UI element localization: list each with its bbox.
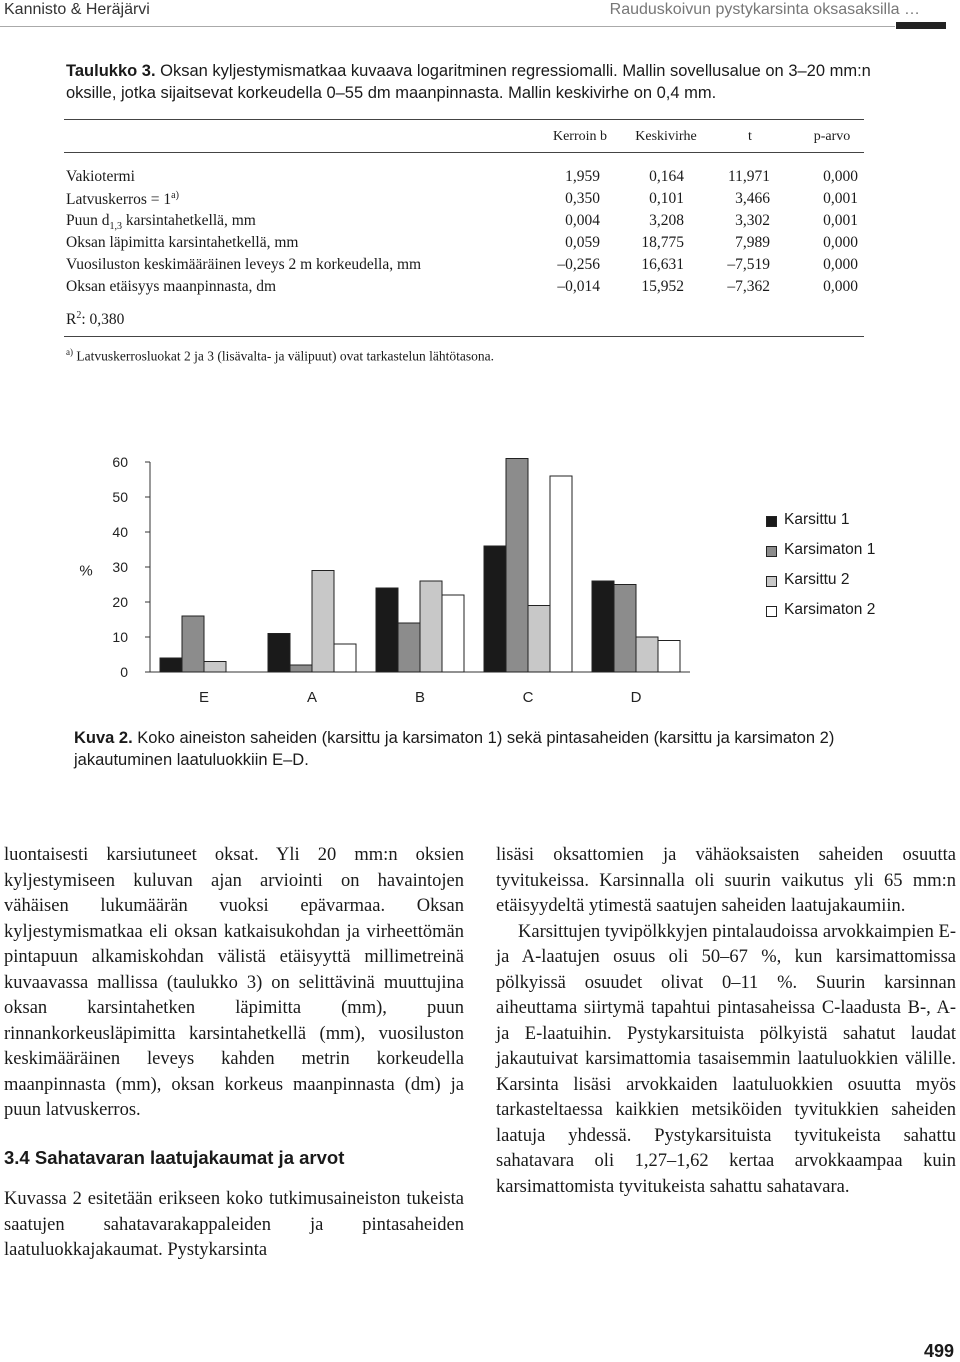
table-row: Vuosiluston keskimääräinen leveys 2 m korkeudella, mm –0,256 16,631 –7,519 0,000 — [66, 256, 858, 273]
bar-B-1 — [398, 623, 420, 672]
y-tick-label: 10 — [112, 629, 128, 645]
legend-swatch — [766, 606, 777, 617]
bar-D-3 — [658, 641, 680, 673]
table-row: Oksan läpimitta karsintahetkellä, mm 0,059 18,775 7,989 0,000 — [66, 234, 858, 251]
table-caption — [66, 60, 896, 104]
figure-caption-text: Koko aineiston saheiden (karsittu ja karsimaton 1) sekä pintasaheiden (karsittu ja karsimaton 2) jakautuminen laatuluokkiin E–D. — [74, 729, 835, 769]
body-paragraph: lisäsi oksattomien ja vähäoksaisten saheiden osuutta tyvitukeissa. Karsinnalla oli suurin vaikutus yli 65 mm:n etäisyydeltä ytimestä saatujen saheiden laatujakaumiin. — [496, 845, 956, 916]
y-axis-label: % — [79, 562, 93, 580]
bar-D-2 — [636, 637, 658, 672]
header-rule — [0, 26, 895, 27]
bar-E-2 — [204, 662, 226, 673]
x-tick-label: D — [630, 689, 642, 706]
table-header-rule — [64, 152, 864, 153]
table-header-coef: Kerroin b — [552, 129, 608, 144]
bar-E-0 — [160, 658, 182, 672]
bar-D-1 — [614, 585, 636, 673]
table-footnote: $^{a)}$ Latvuskerrosluokat 2 ja 3 (lisävalta- ja välipuut) ovat tarkastelun lähtötasona. — [66, 347, 494, 364]
y-tick-label: 30 — [112, 559, 128, 575]
bar-B-2 — [420, 581, 442, 672]
header-bar — [896, 22, 946, 29]
table-row: Oksan etäisyys maanpinnasta, dm –0,014 15,952 –7,362 0,000 — [66, 278, 858, 295]
header-title: Rauduskoivun pystykarsinta oksasaksilla … — [609, 1, 920, 18]
body-paragraph: Karsittujen tyvipölkkyjen pintalaudoissa arvokkaimpien E- ja A-laatujen osuus oli 50–67 %, kun karsimattomissa pölkyissä osuudet olivat 0–11 %. Suurin karsinnan aiheuttama siirtymä tapahtui pintasaheissa C-laadusta B-, A- ja E-laatuihin. Pystykarsituista pölkyistä sahatut laudat jakautuivat karsimattomia tasaisemmin laatuluokkien välille. Karsinta lisäsi arvokkaiden laatuluokkien osuutta myös tarkasteltaessa kaikkien metsiköiden tyvitukkien saheiden laatuja yhdessä. Pystykarsituista tyvitukeista sahattu sahatavara oli 1,27–1,62 kertaa arvokkaampaa kuin karsimattomista tyvitukeista sahattu sahatavara. — [496, 921, 956, 1197]
x-tick-label: B — [414, 689, 426, 706]
bar-C-1 — [506, 459, 528, 673]
body-column-right — [496, 843, 956, 1200]
y-tick-label: 0 — [120, 664, 128, 680]
running-header — [0, 0, 960, 28]
table-caption-text: Oksan kyljestymismatkaa kuvaava logaritminen regressiomalli. Mallin sovellusalue on 3–20 mm:n oksille, jotka sijaitsevat korkeudella 0–55 dm maanpinnasta. Mallin keskivirhe on 0,4 mm. — [66, 62, 871, 102]
legend-swatch — [766, 576, 777, 587]
table-row: Puun $d_{1,3}$ karsintahetkellä, mm 0,004 3,208 3,302 0,001 — [66, 212, 858, 233]
bar-C-3 — [550, 476, 572, 672]
bar-A-2 — [312, 571, 334, 673]
table-header-t: t — [748, 129, 752, 144]
body-column-left — [4, 843, 464, 1264]
table-row: Latvuskerros = $1^{a)}$ 0,350 0,101 3,466 0,001 — [66, 190, 858, 209]
y-tick-label: 60 — [112, 454, 128, 470]
bar-C-2 — [528, 606, 550, 673]
page-number: 499 — [923, 1341, 954, 1361]
table-caption-label: Taulukko 3. — [66, 62, 156, 80]
figure-caption-label: Kuva 2. — [74, 729, 133, 747]
figure-2-bar-chart — [60, 445, 760, 715]
bar-A-3 — [334, 644, 356, 672]
y-tick-label: 40 — [112, 524, 128, 540]
x-tick-label: A — [306, 689, 318, 706]
figure-caption — [74, 727, 894, 771]
x-tick-label: C — [522, 689, 534, 706]
body-paragraph: luontaisesti karsiutuneet oksat. Yli 20 mm:n oksien kyljestymiseen kuluvan ajan arviointi on havaintojen vähäisen lukumäärän vuoksi epävarmaa. Oksan kyljestymismatkaa eli oksan katkaisukohdan ja virheettömän pintapuun alkamiskohdan välistä etäisyyttä millimetreinä kuvaavassa mallissa (taulukko 3) on selittävinä muuttujina oksan karsintahetken läpimitta (mm), puun rinnankorkeusläpimitta karsintahetkellä (mm), vuosiluston keskimääräinen leveys kahden metrin korkeudella maanpinnasta (mm), oksan korkeus maanpinnasta (dm) ja puun latvuskerros. — [4, 845, 464, 1120]
bar-E-1 — [182, 616, 204, 672]
table-row: Vakiotermi 1,959 0,164 11,971 0,000 — [66, 168, 858, 185]
table-top-rule — [64, 119, 864, 120]
table-header-p: p-arvo — [813, 129, 851, 144]
y-tick-label: 20 — [112, 594, 128, 610]
y-tick-label: 50 — [112, 489, 128, 505]
bar-B-0 — [376, 588, 398, 672]
bar-C-0 — [484, 546, 506, 672]
bar-B-3 — [442, 595, 464, 672]
legend-swatch — [766, 546, 777, 557]
bar-A-1 — [290, 665, 312, 672]
table-header-se: Keskivirhe — [635, 129, 697, 144]
bar-D-0 — [592, 581, 614, 672]
x-tick-label: E — [198, 689, 210, 706]
bar-A-0 — [268, 634, 290, 673]
table-r-squared: $R^2$: 0,380 — [66, 310, 125, 329]
body-paragraph: Kuvassa 2 esitetään erikseen koko tutkimusaineiston tukeista saatujen sahatavarakappaleiden ja pintasaheiden laatuluokkajakaumat. Pystykarsinta — [4, 1189, 464, 1260]
legend-swatch — [766, 516, 777, 527]
table-bottom-rule — [64, 336, 864, 337]
header-authors: Kannisto & Heräjärvi — [4, 1, 150, 18]
section-heading: 3.4 Sahatavaran laatujakaumat ja arvot — [4, 1146, 345, 1168]
